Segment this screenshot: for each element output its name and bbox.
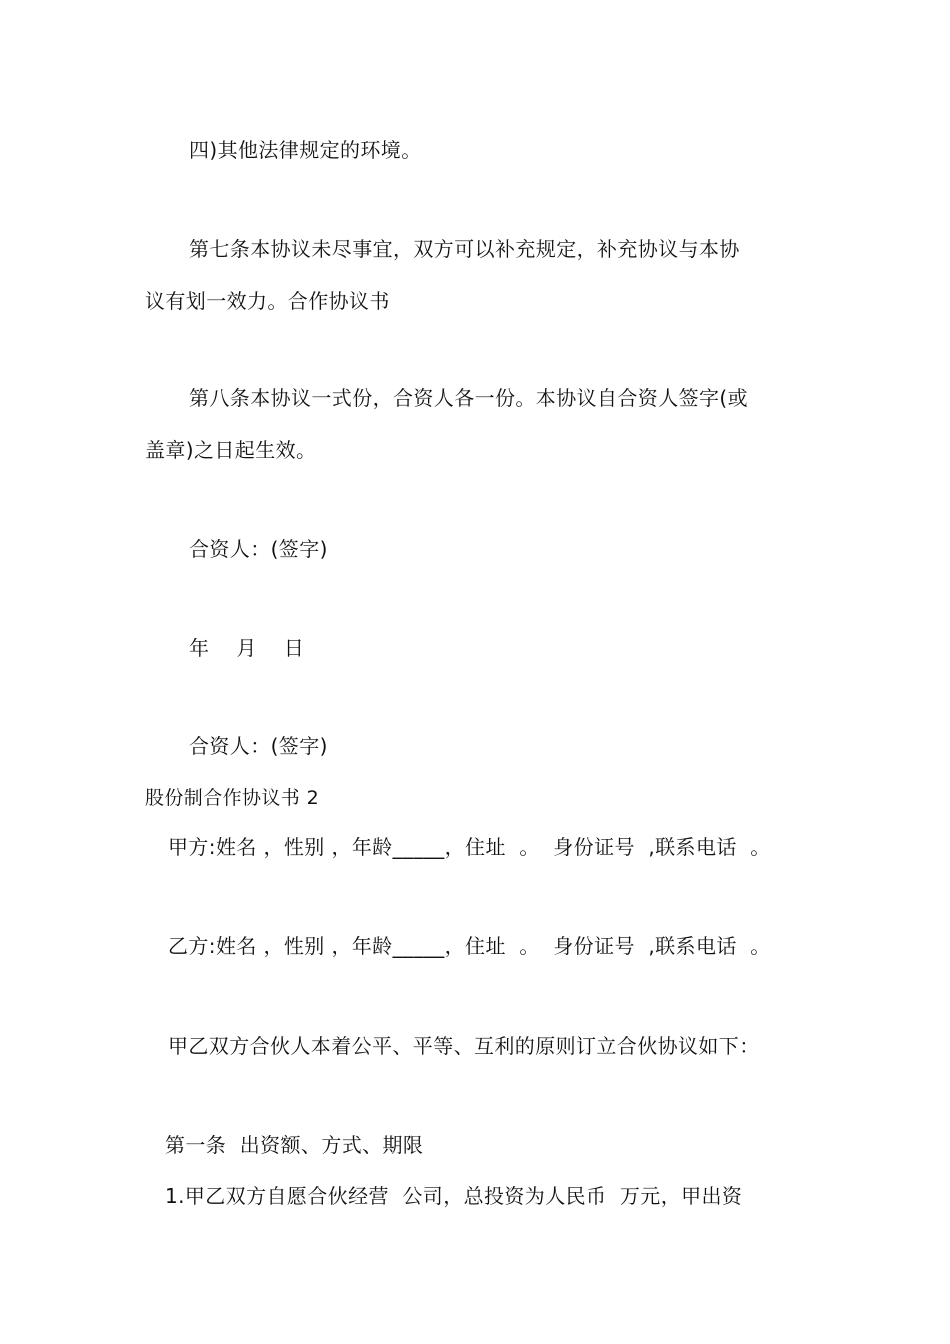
party-b-info-line: 乙方:姓名 ，性别 ，年龄_____，住址 。 身份证号 ,联系电话 。 bbox=[168, 934, 771, 958]
paragraph-article-8-line-2: 盖章)之日起生效。 bbox=[145, 438, 317, 462]
date-line: 年 月 日 bbox=[189, 636, 305, 660]
party-a-info-line: 甲方:姓名 ，性别 ，年龄_____，住址 。 身份证号 ,联系电话 。 bbox=[168, 835, 771, 859]
agreement-preamble: 甲乙双方合伙人本着公平、平等、互利的原则订立合伙协议如下： bbox=[168, 1034, 760, 1058]
signature-line-partner-1: 合资人：(签字) bbox=[189, 537, 328, 561]
article-1-item-1: 1.甲乙双方自愿合伙经营 公司，总投资为人民币 万元，甲出资 bbox=[165, 1184, 743, 1208]
paragraph-article-7-line-2: 议有划一效力。合作协议书 bbox=[145, 289, 390, 313]
paragraph-article-7-line-1: 第七条本协议未尽事宜，双方可以补充规定，补充协议与本协 bbox=[189, 237, 740, 261]
signature-line-partner-2: 合资人：(签字) bbox=[189, 734, 328, 758]
paragraph-clause-4-other-laws: 四)其他法律规定的环境。 bbox=[189, 138, 422, 162]
article-1-heading: 第一条 出资额、方式、期限 bbox=[165, 1133, 424, 1157]
paragraph-article-8-line-1: 第八条本协议一式份，合资人各一份。本协议自合资人签字(或 bbox=[189, 386, 749, 410]
section-title-agreement-2: 股份制合作协议书 2 bbox=[145, 787, 320, 809]
